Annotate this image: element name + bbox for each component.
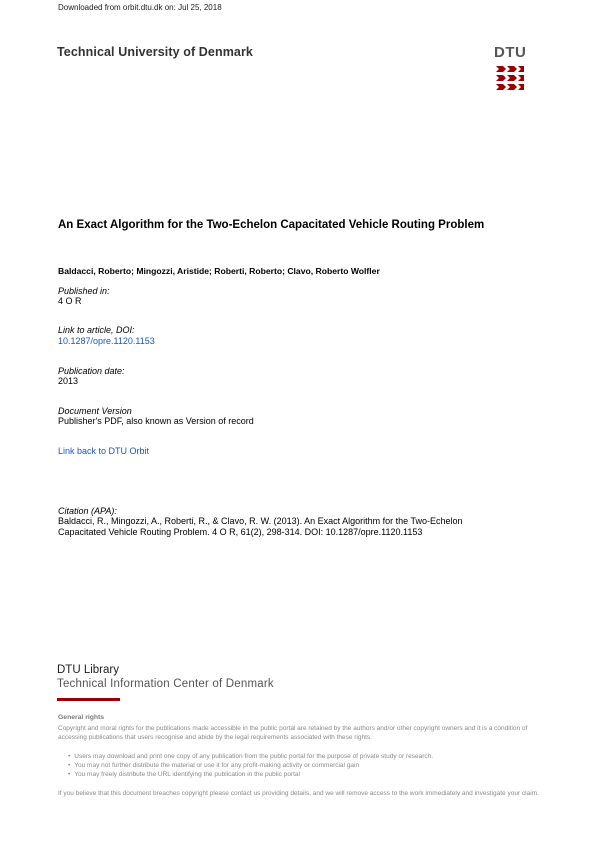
dtu-library-name: DTU Library: [57, 664, 119, 676]
citation-line-1: Baldacci, R., Mingozzi, A., Roberti, R., & Clavo, R. W. (2013). An Exact Algorithm for the Two-Echelon: [58, 516, 463, 526]
link-back-to-orbit[interactable]: Link back to DTU Orbit: [58, 446, 150, 456]
rights-bullet: • You may not further distribute the material or use it for any profit-making activity or commercial gain: [68, 761, 538, 770]
published-in-label: Published in:: [58, 286, 110, 296]
logo-chevrons-icon: [496, 66, 524, 90]
technical-information-center: Technical Information Center of Denmark: [57, 678, 274, 690]
citation-label: Citation (APA):: [58, 506, 117, 516]
university-name: Technical University of Denmark: [57, 45, 253, 59]
document-version-label: Document Version: [58, 406, 132, 416]
dtu-logo: [494, 44, 526, 92]
doi-link[interactable]: 10.1287/opre.1120.1153: [58, 336, 155, 346]
publication-date-label: Publication date:: [58, 366, 125, 376]
takedown-notice: If you believe that this document breaches copyright please contact us providing details, and we will remove access to the work immediately and investigate your claim.: [58, 790, 539, 797]
logo-text: DTU: [494, 44, 527, 61]
citation-line-2: Capacitated Vehicle Routing Problem. 4 O R, 61(2), 298-314. DOI: 10.1287/opre.1120.1153: [58, 527, 423, 537]
doi-label: Link to article, DOI:: [58, 325, 135, 335]
download-note: Downloaded from orbit.dtu.dk on: Jul 25, 2018: [58, 3, 222, 12]
paper-title: An Exact Algorithm for the Two-Echelon Capacitated Vehicle Routing Problem: [58, 219, 485, 231]
published-in-value: 4 O R: [58, 296, 82, 306]
footer-divider: [57, 698, 120, 701]
authors: Baldacci, Roberto; Mingozzi, Aristide; Roberti, Roberto; Clavo, Roberto Wolfler: [58, 266, 380, 276]
rights-bullet: • Users may download and print one copy of any publication from the public portal for the purpose of private study or research.: [68, 752, 538, 761]
rights-bullet-list: [68, 752, 538, 779]
general-rights-title: General rights: [58, 714, 105, 721]
document-version-value: Publisher's PDF, also known as Version of record: [58, 416, 254, 426]
rights-bullet: • You may freely distribute the URL identifying the publication in the public portal: [68, 770, 538, 779]
publication-date-value: 2013: [58, 376, 79, 386]
general-rights-body: Copyright and moral rights for the publications made accessible in the public portal are retained by the authors and/or other copyright owners and it is a condition of accessing publications that users recognise and abide by the legal requirements associated with these rights.: [58, 725, 528, 741]
